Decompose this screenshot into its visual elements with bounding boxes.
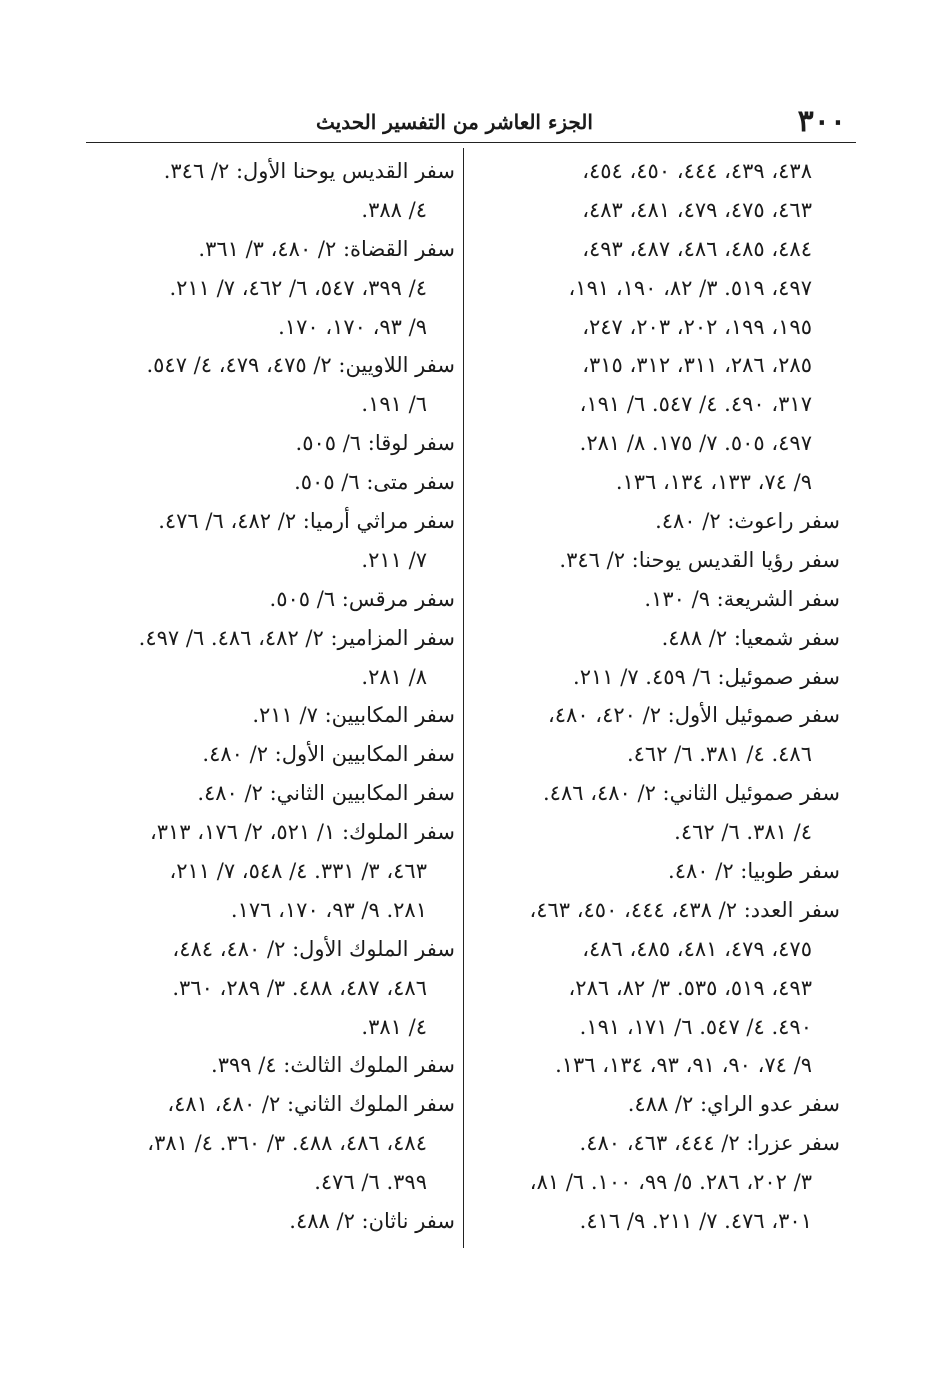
index-entry: سفر رؤيا القديس يوحنا: ٢/ ٣٤٦. [559, 547, 840, 572]
index-entry: سفر عزرا: ٢/ ٤٤٤، ٤٦٣، ٤٨٠. [579, 1131, 840, 1156]
index-entry: سفر القضاة: ٢/ ٤٨٠، ٣/ ٣٦١. [198, 236, 455, 261]
index-entry: سفر مراثي أرميا: ٢/ ٤٨٢، ٦/ ٤٧٦. [158, 509, 455, 534]
index-entry: سفر الشريعة: ٩/ ١٣٠. [644, 586, 840, 611]
index-entry: سفر الملوك الثالث: ٤/ ٣٩٩. [211, 1053, 455, 1078]
index-continuation-line: ٣٠١، ٤٧٦. ٧/ ٢١١. ٩/ ٤١٦. [579, 1209, 812, 1234]
index-column-right [475, 152, 840, 1241]
index-continuation-line: ٤٨٦. ٤/ ٣٨١. ٦/ ٤٦٢. [626, 742, 812, 767]
index-continuation-line: ٤٣٨، ٤٣٩، ٤٤٤، ٤٥٠، ٤٥٤، [582, 159, 812, 183]
index-continuation-line: ٤٩٠. ٤/ ٥٤٧. ٦/ ١٧١، ١٩١. [579, 1014, 812, 1039]
index-entry: سفر اللاويين: ٢/ ٤٧٥، ٤٧٩، ٤/ ٥٤٧. [146, 353, 455, 378]
header-rule [86, 142, 856, 143]
index-entry: سفر الملوك الثاني: ٢/ ٤٨٠، ٤٨١، [167, 1092, 455, 1117]
page-header [86, 104, 856, 140]
index-continuation-line: ٤٩٣، ٥١٩، ٥٣٥. ٣/ ٨٢، ٢٨٦، [568, 975, 812, 1000]
index-continuation-line: ٤٨٤، ٤٨٦، ٤٨٨. ٣/ ٣٦٠. ٤/ ٣٨١، [147, 1131, 427, 1156]
index-column-left [90, 152, 455, 1241]
index-entry: سفر المكابيين الأول: ٢/ ٤٨٠. [202, 742, 455, 767]
index-continuation-line: ٤٧٥، ٤٧٩، ٤٨١، ٤٨٥، ٤٨٦، [582, 936, 812, 961]
index-entry: سفر العدد: ٢/ ٤٣٨، ٤٤٤، ٤٥٠، ٤٦٣، [529, 897, 840, 922]
index-entry: سفر طوبيا: ٢/ ٤٨٠. [668, 859, 840, 884]
index-continuation-line: ٣١٧، ٤٩٠. ٤/ ٥٤٧. ٦/ ١٩١، [579, 392, 812, 417]
index-continuation-line: ٩/ ٧٤، ١٣٣، ١٣٤، ١٣٦. [615, 470, 812, 495]
index-entry: سفر متى: ٦/ ٥٠٥. [294, 470, 455, 495]
index-continuation-line: ٦/ ١٩١. [361, 392, 427, 417]
index-entry: سفر صموئيل الأول: ٢/ ٤٢٠، ٤٨٠، [548, 703, 840, 728]
index-continuation-line: ٢٨٥، ٢٨٦، ٣١١، ٣١٢، ٣١٥، [582, 353, 812, 378]
index-continuation-line: ٤/ ٣٨١. [361, 1014, 427, 1039]
index-continuation-line: ٤٦٣، ٣/ ٣٣١. ٤/ ٥٤٨، ٧/ ٢١١، [169, 859, 427, 884]
index-continuation-line: ٨/ ٢٨١. [361, 664, 427, 689]
index-entry: سفر الملوك: ١/ ٥٢١، ٢/ ١٧٦، ٣١٣، [149, 820, 455, 845]
index-continuation-line: ٣/ ٢٠٢، ٢٨٦. ٥/ ٩٩، ١٠٠. ٦/ ٨١، [529, 1170, 812, 1195]
index-entry: سفر ناثان: ٢/ ٤٨٨. [289, 1209, 455, 1234]
index-continuation-line: ٩/ ٧٤، ٩٠، ٩١، ٩٣، ١٣٤، ١٣٦. [555, 1053, 812, 1078]
index-entry: سفر المكابيين الثاني: ٢/ ٤٨٠. [197, 781, 455, 806]
index-continuation-line: ٤/ ٣٩٩، ٥٤٧، ٦/ ٤٦٢، ٧/ ٢١١. [169, 275, 427, 300]
index-continuation-line: ٤٨٤، ٤٨٥، ٤٨٦، ٤٨٧، ٤٩٣، [582, 236, 812, 261]
index-entry: سفر مرقس: ٦/ ٥٠٥. [269, 586, 455, 611]
index-continuation-line: ٤٩٧، ٥٠٥. ٧/ ١٧٥. ٨/ ٢٨١. [579, 431, 812, 456]
index-entry: سفر لوقا: ٦/ ٥٠٥. [295, 431, 455, 456]
index-continuation-line: ١٩٥، ١٩٩، ٢٠٢، ٢٠٣، ٢٤٧، [582, 314, 812, 339]
index-continuation-line: ٢٨١. ٩/ ٩٣، ١٧٠، ١٧٦. [230, 897, 427, 922]
index-continuation-line: ٤٦٣، ٤٧٥، ٤٧٩، ٤٨١، ٤٨٣، [582, 197, 812, 222]
index-entry: سفر المزامير: ٢/ ٤٨٢، ٤٨٦. ٦/ ٤٩٧. [138, 625, 455, 650]
index-entry: سفر الملوك الأول: ٢/ ٤٨٠، ٤٨٤، [172, 936, 455, 961]
index-continuation-line: ٧/ ٢١١. [361, 547, 427, 572]
running-title: الجزء العاشر من التفسير الحديث [316, 110, 593, 134]
index-continuation-line: ٤٩٧، ٥١٩. ٣/ ٨٢، ١٩٠، ١٩١، [568, 275, 812, 300]
index-entry: سفر القديس يوحنا الأول: ٢/ ٣٤٦. [163, 159, 455, 183]
index-entry: سفر راعوث: ٢/ ٤٨٠. [655, 509, 840, 534]
index-entry: سفر عدو الراي: ٢/ ٤٨٨. [627, 1092, 840, 1117]
index-continuation-line: ٤/ ٣٨١. ٦/ ٤٦٢. [674, 820, 812, 845]
page-number: ٣٠٠ [797, 104, 846, 139]
index-entry: سفر صموئيل: ٦/ ٤٥٩. ٧/ ٢١١. [573, 664, 840, 689]
index-continuation-line: ٤٨٦، ٤٨٧، ٤٨٨. ٣/ ٢٨٩، ٣٦٠. [172, 975, 427, 1000]
index-continuation-line: ٤/ ٣٨٨. [361, 197, 427, 222]
index-continuation-line: ٩/ ٩٣، ١٧٠، ١٧٠. [278, 314, 427, 339]
index-continuation-line: ٣٩٩. ٦/ ٤٧٦. [314, 1170, 427, 1195]
column-divider [463, 148, 464, 1248]
index-entry: سفر صموئيل الثاني: ٢/ ٤٨٠، ٤٨٦. [542, 781, 840, 806]
index-entry: سفر المكابيين: ٧/ ٢١١. [252, 703, 455, 728]
index-entry: سفر شمعيا: ٢/ ٤٨٨. [661, 625, 840, 650]
